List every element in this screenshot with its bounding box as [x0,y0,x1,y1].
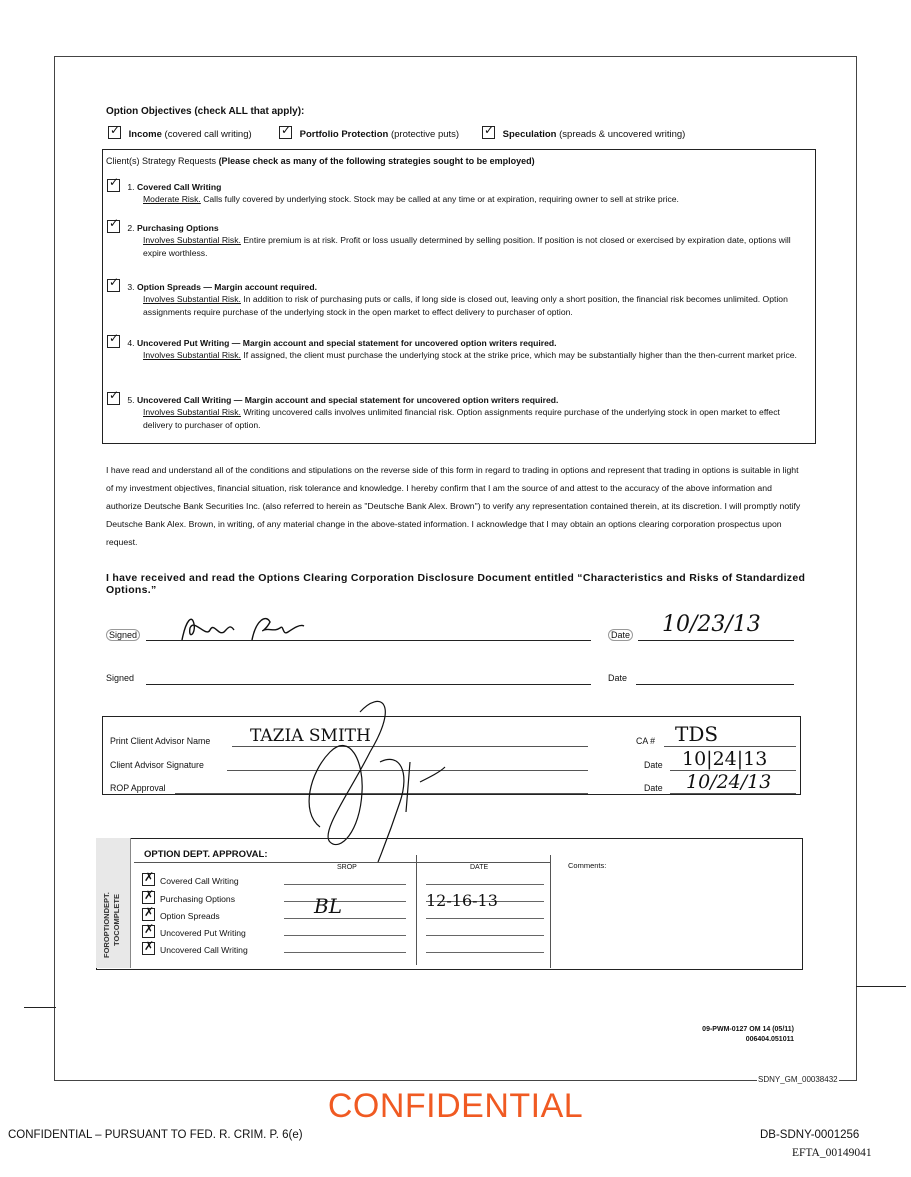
option-dept-approval-title: OPTION DEPT. APPROVAL: [144,849,268,860]
strategy-item [107,331,805,362]
page-frame-right [856,56,857,1081]
date-column-header: DATE [470,864,489,871]
checkbox-crossed-icon[interactable]: ✗ [144,870,155,884]
strategy-item [107,175,805,206]
checkbox-checked-icon[interactable]: ✓ [107,220,120,233]
ca-number-label: CA # [636,736,656,746]
checkbox-checked-icon[interactable]: ✓ [107,179,120,192]
page-frame-bottom [54,1080,857,1081]
page-frame-left [54,56,55,1081]
advisor-name-label: Print Client Advisor Name [110,736,211,746]
dept-column-divider [416,855,417,965]
strategy-requests-header [106,156,535,166]
form-number-line-1: 09-PWM-0127 OM 14 (05/11) [702,1026,794,1033]
advisor-date-label: Date [644,760,663,770]
strategy-desc: Calls fully covered by underlying stock. Stock may be called at any time or at expiration, requiring owner to sell at strike price. [203,194,679,205]
strategy-number: 5. [127,395,135,405]
strategy-title: Option Spreads — Margin account required. [136,282,317,292]
strategy-number: 2. [127,223,135,233]
srop-column-header: SROP [337,864,357,871]
footer-confidential-notice: CONFIDENTIAL – PURSUANT TO FED. R. CRIM. P. 6(e) [8,1129,303,1141]
scan-edge-mark [24,1007,56,1008]
date-line-2[interactable] [636,684,794,685]
ca-number-handwritten: TDS [675,722,719,746]
occ-disclosure-statement: I have received and read the Options Clearing Corporation Disclosure Document entitled “Characteristics and Risks of Standardized Options.” [106,572,806,596]
client-signature-scribble [170,610,330,646]
dept-item-uncovered-call[interactable] [142,939,248,955]
objective-label: Portfolio Protection [299,129,389,140]
dept-item-uncovered-put[interactable] [142,922,246,938]
footer-doc-id: DB-SDNY-0001256 [760,1129,860,1141]
dept-item-label: Purchasing Options [160,894,235,904]
date-label-2: Date [608,673,628,683]
srop-initials-handwritten: BL [314,894,342,918]
dept-divider [134,862,550,863]
strategy-item [107,388,805,431]
strategy-number: 3. [127,282,135,292]
srop-line[interactable] [284,952,406,953]
stamp-line-2: TOCOMPLETE [112,894,121,946]
strategy-risk: Involves Substantial Risk. [143,235,241,246]
objective-detail: (spreads & uncovered writing) [559,129,686,140]
date-label: Date [608,629,633,641]
strategy-desc: If assigned, the client must purchase the underlying stock at the strike price, which may be substantially higher than the then-current market price. [243,350,797,361]
strategy-number: 1. [127,182,135,192]
objective-detail: (protective puts) [390,129,460,140]
signed-label: Signed [106,629,140,641]
checkbox-checked-icon[interactable]: ✓ [281,123,292,137]
strategy-risk: Moderate Risk. [143,194,201,205]
rop-approval-label: ROP Approval [110,783,166,793]
confidential-watermark: CONFIDENTIAL [327,1087,584,1125]
form-number [648,1025,794,1045]
srop-line[interactable] [284,901,406,902]
strategy-risk: Involves Substantial Risk. [143,294,241,305]
ca-number-line[interactable] [664,746,796,747]
signed-label-2: Signed [106,673,135,683]
srop-line[interactable] [284,918,406,919]
date-line[interactable] [638,640,794,641]
rop-date-handwritten: 10/24/13 [686,771,772,793]
dept-date-line[interactable] [426,884,544,885]
dept-date-line[interactable] [426,918,544,919]
checkbox-checked-icon[interactable]: ✓ [484,123,495,137]
form-number-line-2: 006404.051011 [745,1036,794,1043]
checkbox-checked-icon[interactable]: ✓ [107,335,120,348]
signature-line-2[interactable] [146,684,591,685]
objective-portfolio-protection[interactable] [279,123,460,140]
checkbox-crossed-icon[interactable]: ✗ [144,888,155,902]
dept-item-covered-call[interactable] [142,870,239,886]
dept-item-label: Covered Call Writing [160,876,239,886]
scan-edge-mark [856,986,906,987]
dept-item-label: Option Spreads [160,911,220,921]
srop-line[interactable] [284,935,406,936]
advisor-date-handwritten: 10|24|13 [682,748,768,770]
dept-date-handwritten: 12-16-13 [426,891,498,910]
objective-income[interactable] [108,123,252,140]
dept-item-purchasing[interactable] [142,888,235,904]
client-signature-date: 10/23/13 [662,612,761,637]
strategy-item [107,216,805,259]
strategy-title: Purchasing Options [136,223,219,233]
rop-date-label: Date [644,783,663,793]
strategy-desc: Writing uncovered calls involves unlimited financial risk. Option assignments require purchase of the underlying stock in open market to effect delivery to purchaser of option. [143,407,780,430]
checkbox-checked-icon[interactable]: ✓ [107,279,120,292]
strategy-title: Uncovered Put Writing — Margin account and special statement for uncovered option writers required. [136,338,557,348]
objective-speculation[interactable] [482,123,686,140]
dept-date-line[interactable] [426,935,544,936]
page-frame-top [54,56,857,57]
acknowledgement-paragraph: I have read and understand all of the conditions and stipulations on the reverse side of this form in regard to trading in options and represent that trading in options is suitable in light of my investment objectives, financial situation, risk tolerance and knowledge. I hereby confirm that I am the source of and attest to the accuracy of the above information and authorize Deutsche Bank Securities Inc. (also referred to herein as "Deutsche Bank Alex. Brown") to verify any representation contained therein, at its discretion. I will promptly notify Deutsche Bank Alex. Brown, in writing, of any material change in the above-stated information. I acknowledge that I may obtain an options clearing corporation prospectus upon request. [106,465,801,547]
objectives-title: Option Objectives (check ALL that apply): [106,106,305,117]
checkbox-checked-icon[interactable]: ✓ [110,123,121,137]
strategy-title: Uncovered Call Writing — Margin account and special statement for uncovered option writers required. [136,395,559,405]
comments-label: Comments: [568,861,607,870]
bates-number: SDNY_GM_00038432 [758,1075,838,1084]
stamp-line-1: FOROPTIONDEPT. [102,892,111,958]
strategy-number: 4. [127,338,135,348]
objective-label: Speculation [502,129,557,140]
dept-date-line[interactable] [426,952,544,953]
strategy-header-bold: (Please check as many of the following strategies sought to be employed) [218,156,535,166]
strategy-risk: Involves Substantial Risk. [143,407,241,418]
footer-efta-id: EFTA_00149041 [792,1147,872,1159]
objective-detail: (covered call writing) [164,129,252,140]
dept-item-label: Uncovered Put Writing [160,928,246,938]
checkbox-crossed-icon[interactable]: ✗ [144,905,155,919]
rop-date-line[interactable] [670,793,796,794]
srop-line[interactable] [284,884,406,885]
checkbox-checked-icon[interactable]: ✓ [107,392,120,405]
objective-label: Income [128,129,162,140]
strategy-desc: In addition to risk of purchasing puts or calls, if long side is closed out, leaving only a short position, the financial risk becomes unlimited. Option assignments require purchase of the underlying stock in the open market to effect delivery to purchaser of option. [143,294,788,317]
advisor-name-handwritten: TAZIA SMITH [250,726,371,746]
stamp-for-option-dept [96,838,131,968]
checkbox-crossed-icon[interactable]: ✗ [144,939,155,953]
advisor-signature-label: Client Advisor Signature [110,760,204,770]
dept-item-spreads[interactable] [142,905,220,921]
strategy-header-prefix: Client(s) Strategy Requests [106,156,217,166]
strategy-title: Covered Call Writing [136,182,222,192]
strategy-item [107,275,805,318]
strategy-risk: Involves Substantial Risk. [143,350,241,361]
dept-item-label: Uncovered Call Writing [160,945,248,955]
dept-column-divider [550,855,551,968]
checkbox-crossed-icon[interactable]: ✗ [144,922,155,936]
strategy-desc: Entire premium is at risk. Profit or loss usually determined by selling position. If position is not closed or exercised by expiration date, options will expire worthless. [143,235,791,258]
